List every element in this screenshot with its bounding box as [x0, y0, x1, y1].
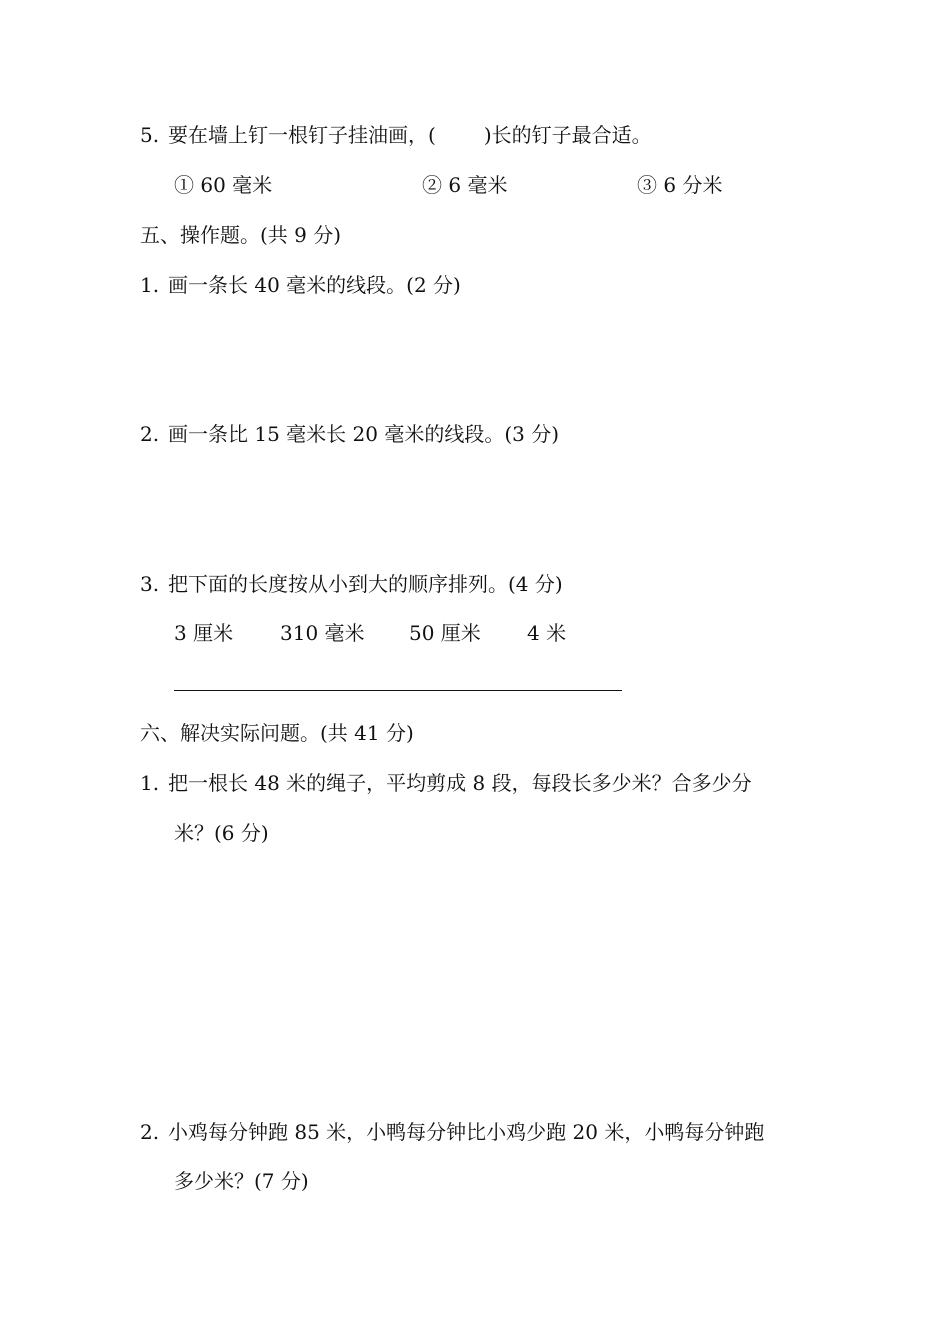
question-number: 1.	[140, 273, 160, 297]
section-title-word-problems: 六、解决实际问题。(共 41 分)	[140, 721, 414, 745]
option-1[interactable]: ① 60 毫米	[174, 173, 273, 197]
option-3[interactable]: ③ 6 分米	[637, 173, 723, 197]
option-2[interactable]: ② 6 毫米	[422, 173, 508, 197]
question-number: 5.	[140, 123, 160, 147]
question-text: 把一根长 48 米的绳子，平均剪成 8 段，每段长多少米？合多少分	[168, 771, 752, 795]
word-problem-2	[140, 1118, 764, 1146]
question-number: 2.	[140, 1120, 160, 1144]
length-item: 3 厘米	[174, 621, 234, 645]
length-item: 310 毫米	[280, 621, 365, 645]
question-number: 2.	[140, 422, 160, 446]
length-item: 4 米	[527, 621, 567, 645]
question-text: 画一条比 15 毫米长 20 毫米的线段。(3 分)	[168, 422, 560, 446]
operation-question-1	[140, 271, 461, 299]
question-text-after: )长的钉子最合适。	[483, 123, 652, 147]
operation-question-2	[140, 420, 559, 448]
answer-line[interactable]	[174, 690, 622, 691]
word-problem-1-continued: 米？(6 分)	[174, 821, 269, 845]
question-text-before: 要在墙上钉一根钉子挂油画，(	[168, 123, 436, 147]
question-number: 1.	[140, 771, 160, 795]
word-problem-1	[140, 769, 752, 797]
word-problem-2-continued: 多少米？(7 分)	[174, 1169, 309, 1193]
question-text: 画一条长 40 毫米的线段。(2 分)	[168, 273, 461, 297]
operation-question-3	[140, 570, 563, 598]
length-item: 50 厘米	[409, 621, 481, 645]
question-number: 3.	[140, 572, 160, 596]
section-title-operations: 五、操作题。(共 9 分)	[140, 223, 342, 247]
question-text: 小鸡每分钟跑 85 米，小鸭每分钟比小鸡少跑 20 米，小鸭每分钟跑	[168, 1120, 765, 1144]
question-5	[140, 121, 652, 149]
question-text: 把下面的长度按从小到大的顺序排列。(4 分)	[168, 572, 563, 596]
